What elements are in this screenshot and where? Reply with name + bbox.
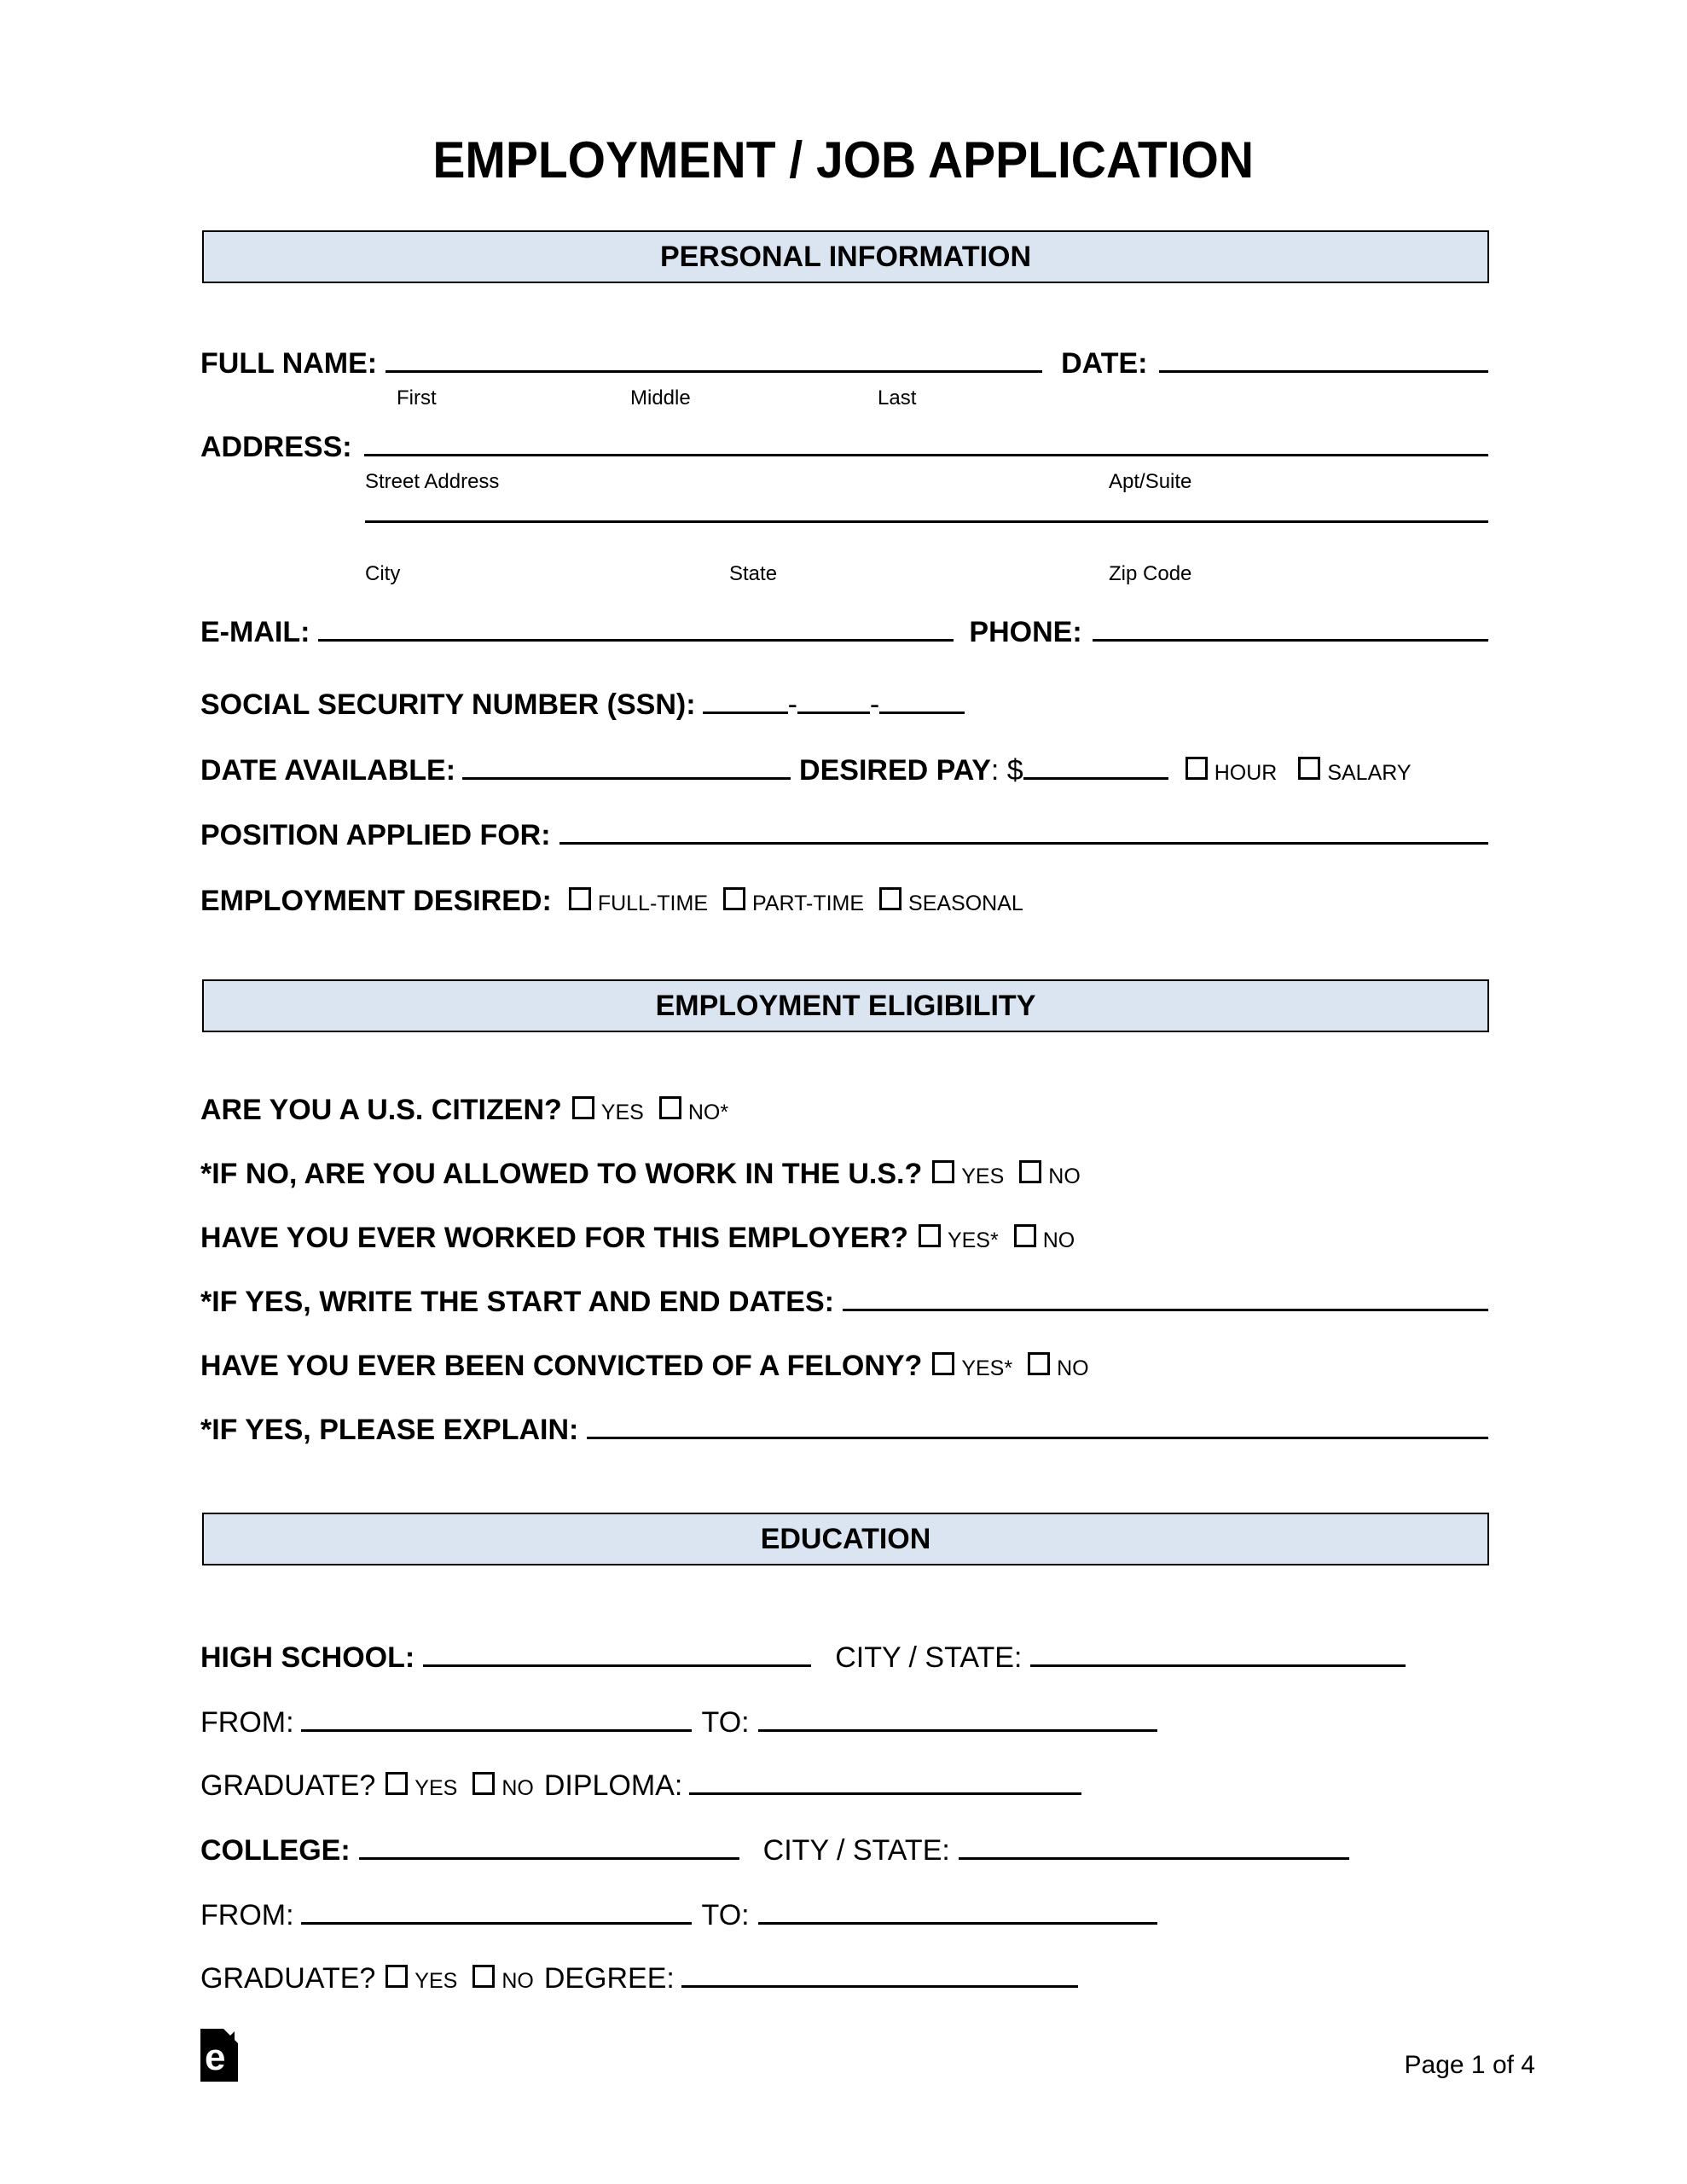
address-row: [200, 429, 1488, 465]
college-graduate-no-label: NO: [501, 1969, 534, 1993]
section-header-personal-information: PERSONAL INFORMATION: [202, 230, 1489, 283]
date-available-label: DATE AVAILABLE:: [200, 754, 456, 787]
city-sublabel: City: [365, 562, 401, 585]
allowed-to-work-label: *IF NO, ARE YOU ALLOWED TO WORK IN THE U.S.?: [200, 1158, 923, 1190]
college-to-label: TO:: [701, 1899, 750, 1931]
college-from-label: FROM:: [200, 1899, 294, 1931]
citizen-yes-checkbox[interactable]: [572, 1096, 594, 1119]
email-input[interactable]: [318, 639, 954, 642]
city-state-zip-input[interactable]: [365, 520, 1488, 523]
high-school-row: [200, 1640, 1488, 1676]
hs-to-input[interactable]: [758, 1729, 1157, 1732]
salary-label: SALARY: [1327, 761, 1412, 785]
college-graduate-no-checkbox[interactable]: [472, 1965, 495, 1988]
allowed-yes-label: YES: [961, 1165, 1005, 1188]
seasonal-label: SEASONAL: [908, 892, 1023, 915]
employment-desired-label: EMPLOYMENT DESIRED:: [200, 885, 552, 917]
middle-sublabel: Middle: [630, 386, 691, 410]
part-time-checkbox[interactable]: [723, 887, 745, 910]
worked-yes-checkbox[interactable]: [919, 1224, 941, 1247]
full-name-label: FULL NAME:: [200, 347, 378, 380]
employment-desired-row: [200, 883, 1488, 919]
felony-explain-row: [200, 1412, 1488, 1448]
high-school-label: HIGH SCHOOL:: [200, 1641, 415, 1674]
citizen-no-label: NO*: [687, 1101, 729, 1124]
college-from-input[interactable]: [301, 1922, 692, 1925]
position-applied-input[interactable]: [559, 842, 1488, 845]
street-address-sublabel: Street Address: [365, 470, 500, 493]
position-row: [200, 817, 1488, 853]
hs-graduate-no-checkbox[interactable]: [472, 1772, 495, 1795]
address-row-2: [200, 520, 1488, 556]
full-name-row: [200, 346, 1488, 381]
hs-from-label: FROM:: [200, 1706, 294, 1739]
hs-from-input[interactable]: [301, 1729, 692, 1732]
email-label: E-MAIL:: [200, 616, 310, 648]
diploma-input[interactable]: [689, 1792, 1081, 1795]
street-address-input[interactable]: [364, 454, 1488, 456]
allowed-no-label: NO: [1048, 1165, 1081, 1188]
ssn-part2-input[interactable]: [797, 712, 870, 714]
email-phone-row: [200, 614, 1488, 650]
citizen-question-label: ARE YOU A U.S. CITIZEN?: [200, 1094, 562, 1126]
college-label: COLLEGE:: [200, 1834, 351, 1867]
date-label: DATE:: [1061, 347, 1148, 380]
page-number: Page 1 of 4: [1404, 2051, 1535, 2079]
desired-pay-label: DESIRED PAY: [799, 754, 991, 787]
degree-label: DEGREE:: [543, 1962, 675, 1995]
citizen-no-checkbox[interactable]: [659, 1096, 681, 1119]
state-sublabel: State: [729, 562, 778, 585]
hs-from-to-row: [200, 1705, 1488, 1740]
college-row: [200, 1833, 1488, 1868]
hour-checkbox[interactable]: [1186, 757, 1208, 780]
allowed-no-checkbox[interactable]: [1019, 1160, 1041, 1183]
salary-checkbox[interactable]: [1298, 757, 1320, 780]
hs-graduate-no-label: NO: [501, 1776, 534, 1800]
desired-pay-input[interactable]: [1023, 777, 1168, 780]
full-name-input[interactable]: [386, 370, 1042, 373]
hs-to-label: TO:: [701, 1706, 750, 1739]
apt-suite-sublabel: Apt/Suite: [1109, 470, 1192, 493]
hs-city-state-input[interactable]: [1030, 1664, 1406, 1667]
felony-explain-input[interactable]: [587, 1437, 1488, 1439]
worked-no-checkbox[interactable]: [1014, 1224, 1036, 1247]
phone-input[interactable]: [1093, 639, 1488, 642]
ssn-row: [200, 687, 1488, 723]
felony-no-label: NO: [1057, 1356, 1089, 1380]
page-title: EMPLOYMENT / JOB APPLICATION: [432, 131, 1255, 189]
ssn-dash-1: -: [787, 688, 797, 721]
worked-before-row: [200, 1220, 1488, 1256]
college-city-state-input[interactable]: [959, 1857, 1349, 1860]
seasonal-checkbox[interactable]: [879, 887, 901, 910]
citizen-question-row: [200, 1092, 1488, 1128]
desired-pay-punct: : $: [990, 754, 1023, 787]
allowed-yes-checkbox[interactable]: [932, 1160, 954, 1183]
zip-code-sublabel: Zip Code: [1109, 562, 1192, 585]
hs-graduate-label: GRADUATE?: [200, 1769, 376, 1802]
college-graduate-row: [200, 1960, 1488, 1996]
section-header-employment-eligibility: EMPLOYMENT ELIGIBILITY: [202, 979, 1489, 1032]
ssn-part3-input[interactable]: [879, 712, 965, 714]
college-graduate-yes-label: YES: [415, 1969, 458, 1993]
citizen-yes-label: YES: [600, 1101, 644, 1124]
eforms-logo-letter: e: [205, 2036, 226, 2078]
date-available-input[interactable]: [462, 777, 791, 780]
full-time-checkbox[interactable]: [569, 887, 591, 910]
full-time-label: FULL-TIME: [597, 892, 708, 915]
college-from-to-row: [200, 1897, 1488, 1933]
ssn-label: SOCIAL SECURITY NUMBER (SSN):: [200, 688, 696, 721]
eforms-logo-icon: [200, 2029, 238, 2082]
position-applied-label: POSITION APPLIED FOR:: [200, 819, 551, 851]
worked-yes-label: YES*: [947, 1228, 999, 1252]
name-sublabels: [200, 386, 1488, 411]
last-sublabel: Last: [878, 386, 917, 410]
ssn-dash-2: -: [869, 688, 880, 721]
hs-graduate-row: [200, 1768, 1488, 1804]
start-end-dates-label: *IF YES, WRITE THE START AND END DATES:: [200, 1286, 834, 1318]
college-graduate-yes-checkbox[interactable]: [386, 1965, 408, 1988]
start-end-dates-row: [200, 1284, 1488, 1320]
availability-pay-row: [200, 752, 1488, 788]
felony-yes-checkbox[interactable]: [932, 1352, 954, 1375]
phone-label: PHONE:: [969, 616, 1082, 648]
hs-graduate-yes-label: YES: [415, 1776, 458, 1800]
part-time-label: PART-TIME: [752, 892, 865, 915]
felony-explain-label: *IF YES, PLEASE EXPLAIN:: [200, 1414, 579, 1446]
first-sublabel: First: [397, 386, 437, 410]
felony-question-row: [200, 1348, 1488, 1384]
start-end-dates-input[interactable]: [843, 1309, 1488, 1311]
address-label: ADDRESS:: [200, 431, 352, 463]
ssn-part1-input[interactable]: [703, 712, 788, 714]
college-graduate-label: GRADUATE?: [200, 1962, 376, 1995]
diploma-label: DIPLOMA:: [543, 1769, 683, 1802]
allowed-to-work-row: [200, 1156, 1488, 1192]
high-school-input[interactable]: [423, 1664, 811, 1667]
hour-label: HOUR: [1214, 761, 1278, 785]
address-sublabels-2: [200, 561, 1488, 587]
felony-question-label: HAVE YOU EVER BEEN CONVICTED OF A FELONY?: [200, 1350, 923, 1382]
hs-city-state-label: CITY / STATE:: [835, 1641, 1023, 1674]
section-header-education: EDUCATION: [202, 1513, 1489, 1565]
felony-yes-label: YES*: [961, 1356, 1013, 1380]
college-city-state-label: CITY / STATE:: [762, 1834, 950, 1867]
college-input[interactable]: [359, 1857, 739, 1860]
worked-no-label: NO: [1042, 1228, 1075, 1252]
degree-input[interactable]: [681, 1985, 1078, 1988]
address-sublabels-1: [200, 469, 1488, 495]
hs-graduate-yes-checkbox[interactable]: [386, 1772, 408, 1795]
date-input[interactable]: [1159, 370, 1488, 373]
college-to-input[interactable]: [758, 1922, 1157, 1925]
worked-before-label: HAVE YOU EVER WORKED FOR THIS EMPLOYER?: [200, 1222, 908, 1254]
felony-no-checkbox[interactable]: [1028, 1352, 1050, 1375]
